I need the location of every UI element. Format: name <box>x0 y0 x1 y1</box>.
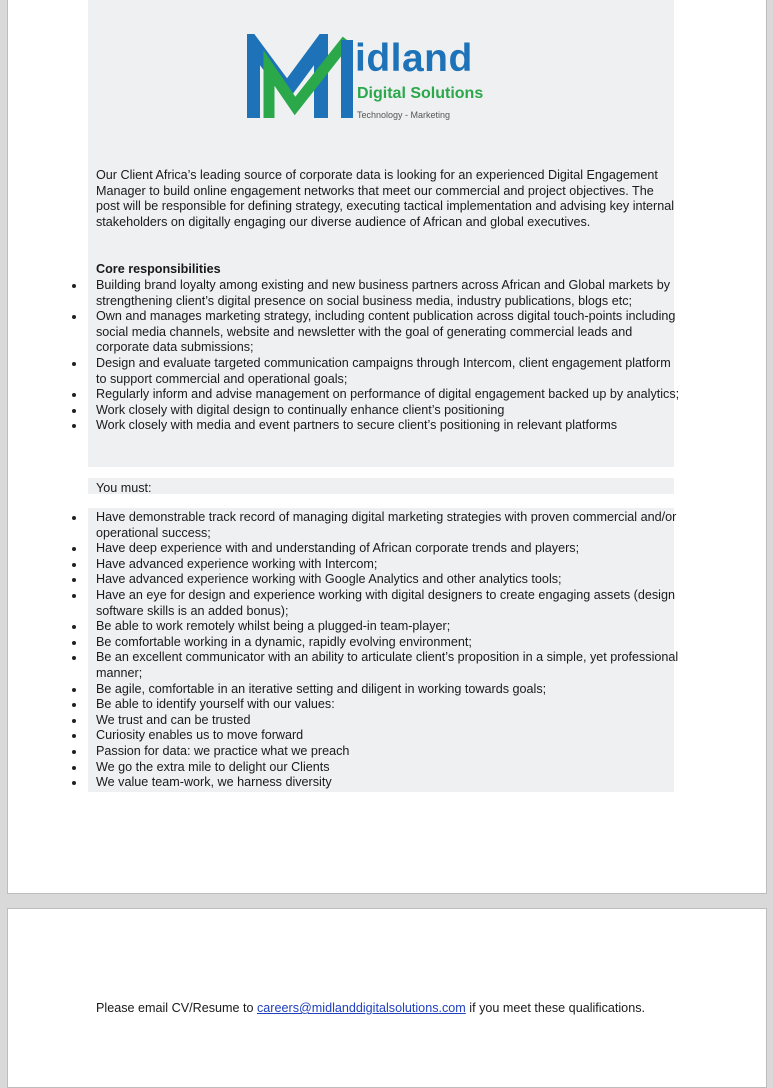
list-item <box>96 713 680 729</box>
list-item-text: Work closely with digital design to continually enhance client’s positioning <box>96 402 505 417</box>
list-item-text: Design and evaluate targeted communication campaigns through Intercom, client engagement platform to support commercial and operational goals; <box>96 355 671 386</box>
contact-prefix: Please email CV/Resume to <box>96 1001 257 1015</box>
list-item-text: We go the extra mile to delight our Clients <box>96 759 330 774</box>
logo-subtitle: Digital Solutions <box>357 85 484 102</box>
contact-paragraph <box>96 1000 656 1018</box>
logo-tagline: Technology - Marketing <box>357 110 451 120</box>
bullet-icon <box>72 594 76 598</box>
list-item-text: Work closely with media and event partners to secure client’s positioning in relevant platforms <box>96 418 618 433</box>
you-must-heading: You must: <box>96 481 152 495</box>
bullet-icon <box>72 719 76 723</box>
list-item-text: Have advanced experience working with Google Analytics and other analytics tools; <box>96 572 562 587</box>
list-item <box>96 588 680 619</box>
list-item <box>96 278 680 309</box>
logo-wordmark: idland <box>355 37 473 80</box>
list-item <box>96 356 680 387</box>
list-item <box>96 387 680 403</box>
list-item <box>96 697 680 713</box>
bullet-icon <box>72 688 76 692</box>
list-item-text: Have an eye for design and experience working with digital designers to create engaging assets (design software skills is an added bonus); <box>96 587 675 618</box>
core-responsibilities-heading: Core responsibilities <box>96 262 221 276</box>
intro-paragraph: Our Client Africa’s leading source of corporate data is looking for an experienced Digital Engagement Manager to build online engagement networks that meet our commercial and project objectives. The post will be responsible for defining strategy, executing tactical implementation and advising key internal stakeholders on digitally engaging our diverse audience of African and global executives. <box>96 168 674 229</box>
list-item-text: Be able to work remotely whilst being a plugged-in team-player; <box>96 619 451 634</box>
list-item <box>96 572 680 588</box>
bullet-icon <box>72 362 76 366</box>
logo-m-icon <box>247 34 355 126</box>
company-logo <box>247 34 507 126</box>
email-link[interactable]: careers@midlanddigitalsolutions.com <box>257 1001 466 1015</box>
list-item <box>96 775 680 791</box>
list-item <box>96 619 680 635</box>
list-item-text: Curiosity enables us to move forward <box>96 728 304 743</box>
list-item-text: Own and manages marketing strategy, including content publication across digital touch-points including social media channels, website and newsletter with the goal of generating commercial leads and corporate data submissions; <box>96 309 676 355</box>
bullet-icon <box>72 284 76 288</box>
list-item <box>96 650 680 681</box>
list-item <box>96 309 680 356</box>
list-item-text: Regularly inform and advise management on performance of digital engagement backed up by analytics; <box>96 387 680 402</box>
list-item-text: Passion for data: we practice what we preach <box>96 743 350 758</box>
list-item-text: Be an excellent communicator with an ability to articulate client’s proposition in a simple, yet professional manner; <box>96 650 679 680</box>
list-item-text: Be agile, comfortable in an iterative setting and diligent in working towards goals; <box>96 681 547 696</box>
list-item <box>96 728 680 744</box>
contact-suffix: if you meet these qualifications. <box>465 1001 645 1015</box>
bullet-icon <box>72 766 76 770</box>
list-item-text: Have deep experience with and understanding of African corporate trends and players; <box>96 541 580 556</box>
bullet-icon <box>72 409 76 413</box>
list-item-text: Be comfortable working in a dynamic, rapidly evolving environment; <box>96 634 472 649</box>
list-item <box>96 635 680 651</box>
list-item <box>96 744 680 760</box>
bullet-icon <box>72 563 76 567</box>
list-item <box>96 760 680 776</box>
list-item <box>96 557 680 573</box>
list-item-text: Building brand loyalty among existing and new business partners across African and Global markets by strengthening client’s digital presence on social business media, industry publications, blogs etc; <box>96 278 671 308</box>
list-item-text: Have advanced experience working with Intercom; <box>96 556 378 571</box>
list-item <box>96 403 680 419</box>
requirements-list <box>96 510 680 791</box>
list-item <box>96 510 680 541</box>
bullet-icon <box>72 750 76 754</box>
list-item-text: We trust and can be trusted <box>96 712 251 727</box>
document-page-2 <box>7 908 767 1088</box>
list-item <box>96 418 680 434</box>
bullet-icon <box>72 641 76 645</box>
list-item-text: We value team-work, we harness diversity <box>96 775 332 790</box>
list-item-text: Be able to identify yourself with our values: <box>96 697 335 712</box>
list-item <box>96 541 680 557</box>
list-item-text: Have demonstrable track record of managing digital marketing strategies with proven commercial and/or operational success; <box>96 510 677 540</box>
bullet-icon <box>72 516 76 520</box>
core-responsibilities-list <box>96 278 680 434</box>
list-item <box>96 682 680 698</box>
